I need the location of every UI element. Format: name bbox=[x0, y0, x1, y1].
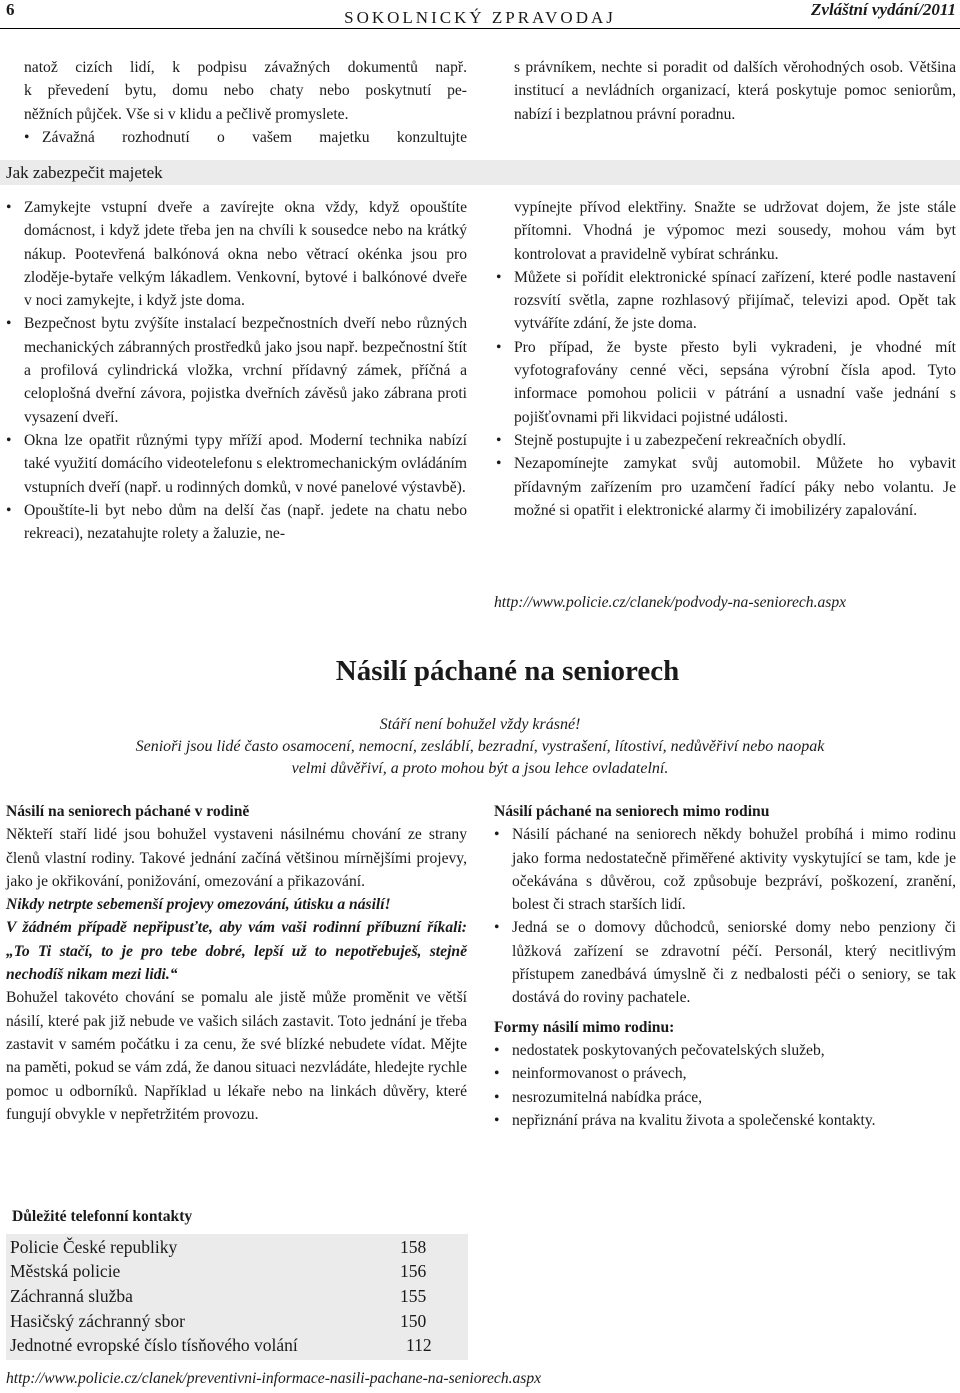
page-number: 6 bbox=[6, 0, 15, 19]
text-line: natož cizích lidí, k podpisu závažných dokumentů např. bbox=[24, 59, 467, 76]
contact-number: 150 bbox=[400, 1310, 427, 1331]
table-row bbox=[10, 1333, 432, 1358]
contacts-heading: Důležité telefonní kontakty bbox=[12, 1208, 193, 1225]
top-right-text: s právníkem, nechte si poradit od dalších věrohodných osob. Většina institucí a nevládních organizací, která poskytuje pomoc seniorům, nabízí i bezplatnou právní poradnu. bbox=[514, 59, 956, 123]
section-heading: Jak zabezpečit majetek bbox=[6, 163, 163, 182]
masthead: SOKOLNICKÝ ZPRAVODAJ bbox=[344, 8, 616, 27]
contact-name: Záchranná služba bbox=[10, 1285, 133, 1306]
section-heading-bar bbox=[0, 160, 960, 185]
contact-name: Městská policie bbox=[10, 1261, 121, 1282]
list-item: • Opouštíte-li byt nebo dům na delší čas (např. jedete na chatu nebo rekreaci), nezatahujte rolety a žaluzie, ne- bbox=[6, 499, 467, 546]
family-emphasis: V žádném případě nepřipusťte, aby vám vaši rodinní příbuzní říkali: „To Ti stačí, to je pro tebe dobré, lepší už to nepotřebuješ, stejně nechodíš nikam mezi lidi.“ bbox=[6, 919, 467, 984]
list-item: • Jedná se o domovy důchodců, seniorské domy nebo penziony či lůžková zařízení se zdravotní péčí. Personál, který necitlivým přístupem zanedbává úmyslně či z nedbalosti péči o seniory, se tak dostává do roviny pachatele. bbox=[494, 916, 956, 1009]
article-title: Násilí páchané na seniorech bbox=[335, 655, 680, 687]
list-item: • Pro případ, že byste přesto byli vykradeni, je vhodné mít vyfotografovány cenné věci, sepsána výrobní čísla apod. Tyto informace pomohou policii v pátrání a usnadní vaše jednání s pojišťovnami při likvidaci pojistné události. bbox=[496, 336, 956, 429]
header-rule bbox=[0, 28, 960, 29]
contacts-table bbox=[10, 1235, 432, 1358]
list-item: • Bezpečnost bytu zvýšíte instalací bezpečnostních dveří nebo různých mechanických zábranných prostředků jako jsou např. bezpečnostní štít a profilová cylindrická vložka, vrchní přídavný zámek, příčná a celoplošná dveřní závora, pojistka dveřních závěsů jako zábrana proti vysazení dveří. bbox=[6, 312, 467, 428]
list-item: • nedostatek poskytovaných pečovatelských služeb, bbox=[494, 1039, 956, 1062]
continuation-text: vypínejte přívod elektřiny. Snažte se udržovat dojem, že jste stále přítomni. Vhodná je výpomoc mezi sousedy, mohou vám byt kontrolovat a pravidelně vybírat schránku. bbox=[514, 199, 956, 263]
list-item: • Násilí páchané na seniorech někdy bohužel probíhá i mimo rodinu jako forma nedostatečně přiměřené aktivity vyskytující se tam, kde je očekávána s důvěrou, což způsobuje bezpráví, poškození, zranění, bolest či strach starších lidí. bbox=[494, 823, 956, 916]
contact-name: Policie České republiky bbox=[10, 1236, 178, 1257]
outside-column bbox=[494, 800, 956, 1132]
family-paragraph: Bohužel takovéto chování se pomalu ale jistě může proměnit ve větší násilí, které pak již nebude ve vašich silách zastavit. Toto jednání je třeba zastavit v samém počátku i za cenu, že své blízké nebudete vídat. Mějte na paměti, pokud se vám zdá, že danou situaci nezvládáte, hledejte rychle pomoc u odborníků. Například u lékaře nebo na linkách důvěry, které fungují obvykle v nepřetržitém provozu. bbox=[6, 989, 467, 1123]
list-item: • nepřiznání práva na kvalitu života a společenské kontakty. bbox=[494, 1109, 956, 1132]
secure-right-column bbox=[496, 196, 956, 522]
contact-name: Jednotné evropské číslo tísňového volání bbox=[10, 1335, 298, 1356]
contact-number: 112 bbox=[406, 1335, 432, 1356]
family-column bbox=[6, 800, 467, 1126]
list-item: • Zamykejte vstupní dveře a zavírejte okna vždy, když opouštíte domácnost, i když jdete třeba jen na chvíli k sousedce nebo na krátký nákup. Pootevřená balkónová okna nebo větrací okénka jsou pro zloděje-bytaře velkým lákadlem. Venkovní, bytové i balkónové dveře v noci zamykejte, i když jste doma. bbox=[6, 196, 467, 312]
list-item: • nesrozumitelná nabídka práce, bbox=[494, 1086, 956, 1109]
text-line: něžních půjček. Vše si v klidu a pečlivě promyslete. bbox=[24, 105, 349, 123]
lead-line: velmi důvěřiví, a proto mohou být a jsou lehce ovladatelní. bbox=[291, 760, 669, 777]
edition-label: Zvláštní vydání/2011 bbox=[811, 0, 956, 19]
footer-link[interactable]: http://www.policie.cz/clanek/preventivni-informace-nasili-pachane-na-seniorech.aspx bbox=[6, 1370, 542, 1387]
forms-heading: Formy násilí mimo rodinu: bbox=[494, 1018, 675, 1036]
text-line: k převedení bytu, domu nebo chaty nebo poskytnutí pe- bbox=[24, 82, 467, 100]
list-item: • neinformovanost o právech, bbox=[494, 1062, 956, 1085]
list-item: • Stejně postupujte i u zabezpečení rekreačních obydlí. bbox=[496, 429, 956, 452]
table-row bbox=[10, 1235, 432, 1260]
contact-number: 156 bbox=[400, 1261, 427, 1282]
list-item: • Okna lze opatřit různými typy mříží apod. Moderní technika nabízí také využití domácího videotelefonu s elektromechanickým ovládáním vstupních dveří (např. u rodinných domků, v nové panelové výstavbě). bbox=[6, 429, 467, 499]
contact-number: 158 bbox=[400, 1236, 427, 1257]
lead-line: Stáří není bohužel vždy krásné! bbox=[379, 716, 581, 733]
contact-name: Hasičský záchranný sbor bbox=[10, 1310, 185, 1331]
family-paragraph: Někteří staří lidé jsou bohužel vystaveni násilnému chování ze strany členů vlastní rodiny. Takové jednání začíná většinou mírnějšími projevy, jako je okřikování, ponižování, omezování a přikazování. bbox=[6, 826, 467, 890]
table-row bbox=[10, 1309, 432, 1334]
lead-line: Senioři jsou lidé často osamocení, nemocní, zesláblí, bezradní, vystrašení, lítostiví, nedůvěřiví nebo naopak bbox=[135, 738, 825, 755]
outside-heading: Násilí páchané na seniorech mimo rodinu bbox=[494, 803, 770, 820]
source-link[interactable]: http://www.policie.cz/clanek/podvody-na-seniorech.aspx bbox=[494, 594, 847, 611]
list-item: • Můžete si pořídit elektronické spínací zařízení, které podle nastavení rozsvítí světla, zapne rozhlasový přijímač, televizi apod. Opět tak vytváříte zdání, že jste doma. bbox=[496, 266, 956, 336]
article-lead bbox=[0, 714, 960, 780]
table-row bbox=[10, 1284, 432, 1309]
list-item: • Nezapomínejte zamykat svůj automobil. Můžete ho vybavit přídavným zařízením pro uzamčení řadící páky nebo volantu. Je možné si opatřit i elektronické alarmy či imobilizéry zapalování. bbox=[496, 452, 956, 522]
table-row bbox=[10, 1260, 432, 1285]
secure-left-column bbox=[6, 196, 467, 545]
contact-number: 155 bbox=[400, 1285, 427, 1306]
top-left-text bbox=[24, 56, 467, 149]
family-heading: Násilí na seniorech páchané v rodině bbox=[6, 803, 250, 820]
contacts-box bbox=[6, 1234, 468, 1360]
list-item: • Závažná rozhodnutí o vašem majetku konzultujte bbox=[24, 126, 467, 149]
family-emphasis: Nikdy netrpte sebemenší projevy omezování, útisku a násilí! bbox=[6, 896, 391, 914]
